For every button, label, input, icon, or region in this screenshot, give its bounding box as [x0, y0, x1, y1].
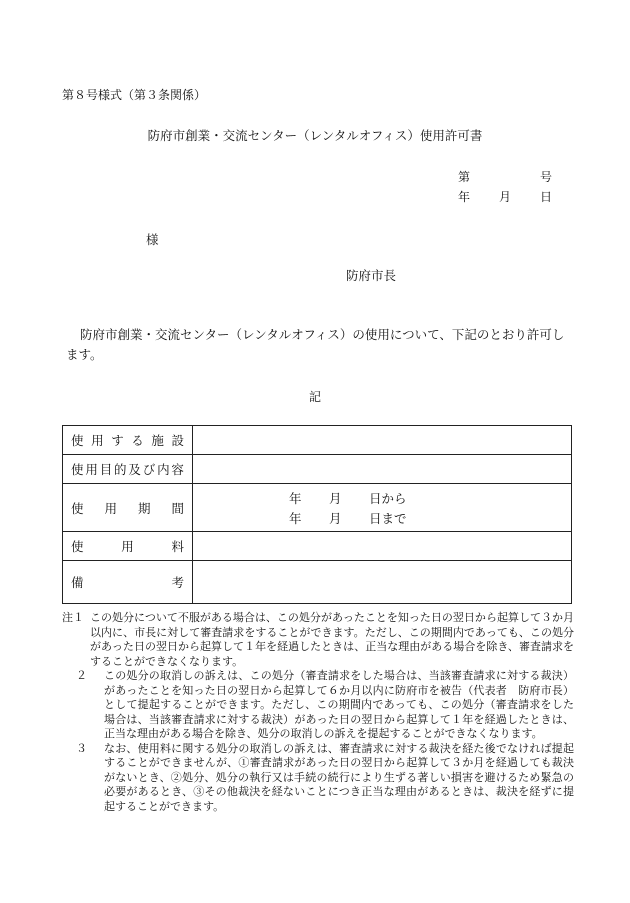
notes-section: [62, 611, 574, 814]
body-text: 防府市創業・交流センター（レンタルオフィス）の使用について、下記のとおり許可します。: [66, 327, 565, 362]
note-2: [62, 669, 574, 742]
permit-table: [62, 425, 572, 604]
issuer: 防府市長: [346, 268, 397, 283]
period-to-year: 年: [289, 510, 302, 526]
label-char: 施: [151, 433, 164, 448]
facility-label: [71, 431, 184, 449]
label-char: す: [111, 433, 124, 448]
label-char: 内: [157, 462, 170, 477]
note-3-label: ３: [76, 741, 87, 755]
ki-heading: 記: [308, 390, 321, 404]
label-char: 容: [171, 462, 184, 477]
facility-value-cell: [193, 426, 572, 455]
purpose-label: [71, 460, 184, 478]
facility-label-cell: [63, 426, 193, 455]
remarks-value-cell: [193, 561, 572, 604]
label-char: 考: [171, 575, 184, 590]
date-day: 日: [539, 190, 552, 204]
label-char: 用: [85, 462, 98, 477]
note-3: [62, 742, 574, 815]
note-2-text: この処分の取消しの訴えは、この処分（審査請求をした場合は、当該審査請求に対する裁決）があったことを知った日の翌日から起算して６か月以内に防府市を被告（代表者 防府市長）として提起することができます。ただし、この期間内であっても、この処分（審査請求をした場合は、当該審査請求に対する裁決）があった日の翌日から起算して１年を経過したときは、正当な理由がある場合を除き、処分の取消しの訴えを提起することができなくなります。: [104, 669, 574, 740]
label-char: 目: [99, 462, 113, 477]
remarks-label-cell: [63, 561, 193, 604]
document-number-line: [458, 168, 552, 185]
note-3-text: なお、使用料に関する処分の取消しの訴えは、審査請求に対する裁決を経た後でなければ提起することができませんが、①審査請求があった日の翌日から起算して３か月を経過しても裁決がないとき、②処分、処分の執行又は手続の続行により生ずる著しい損害を避けるため緊急の必要があるとき、③その他裁決を経ないことにつき正当な理由があるときは、裁決を経ずに提起することができます。: [104, 741, 574, 813]
number-prefix: 第: [458, 170, 471, 184]
note-1-text: この処分について不服がある場合は、この処分があったことを知った日の翌日から起算して３か月以内に、市長に対して審査請求をすることができます。ただし、この期間内であっても、この処分があった日の翌日から起算して１年を経過したときは、正当な理由がある場合を除き、審査請求をすることができなくなります。: [90, 611, 574, 668]
fee-label: [71, 537, 184, 555]
label-char: 及: [128, 462, 141, 477]
table-row-period: [63, 484, 572, 532]
label-char: 用: [91, 433, 104, 448]
period-from-month: 月: [329, 490, 342, 506]
note-1-label: 注１: [62, 611, 84, 624]
label-char: 備: [71, 575, 84, 590]
period-label: [71, 499, 184, 517]
form-number: 第８号様式（第３条関係）: [62, 88, 207, 102]
date-month: 月: [498, 190, 511, 204]
table-row-facility: [63, 426, 572, 455]
label-char: び: [142, 462, 156, 477]
remarks-label: [71, 573, 184, 591]
addressee: 様: [146, 232, 159, 247]
table-row-remarks: [63, 561, 572, 604]
table-row-fee: [63, 532, 572, 561]
period-to-month: 月: [329, 510, 342, 526]
label-char: 料: [171, 539, 184, 554]
period-label-cell: [63, 484, 193, 532]
note-2-label: ２: [76, 669, 87, 682]
period-from-suffix: 日から: [369, 490, 407, 506]
label-char: 用: [121, 539, 134, 554]
label-char: 使: [71, 462, 84, 477]
period-from-year: 年: [289, 490, 302, 506]
label-char: 設: [171, 433, 184, 448]
fee-value-cell: [193, 532, 572, 561]
period-value-cell: [193, 484, 572, 532]
label-char: 使: [71, 433, 84, 448]
purpose-label-cell: [63, 455, 193, 484]
note-1: [62, 611, 574, 669]
document-title: 防府市創業・交流センター（レンタルオフィス）使用許可書: [147, 128, 483, 143]
label-char: 使: [71, 500, 84, 516]
label-char: 間: [171, 500, 184, 516]
number-suffix: 号: [539, 170, 552, 184]
period-from: [201, 488, 563, 508]
label-char: 使: [71, 539, 84, 554]
label-char: 用: [104, 500, 117, 516]
label-char: る: [131, 433, 144, 448]
period-to: [201, 508, 563, 528]
label-char: 期: [137, 500, 151, 516]
table-row-purpose: [63, 455, 572, 484]
period-to-suffix: 日まで: [369, 510, 407, 526]
purpose-value-cell: [193, 455, 572, 484]
fee-label-cell: [63, 532, 193, 561]
label-char: 的: [114, 462, 127, 477]
issue-date-line: [458, 188, 552, 205]
date-year: 年: [458, 190, 471, 204]
